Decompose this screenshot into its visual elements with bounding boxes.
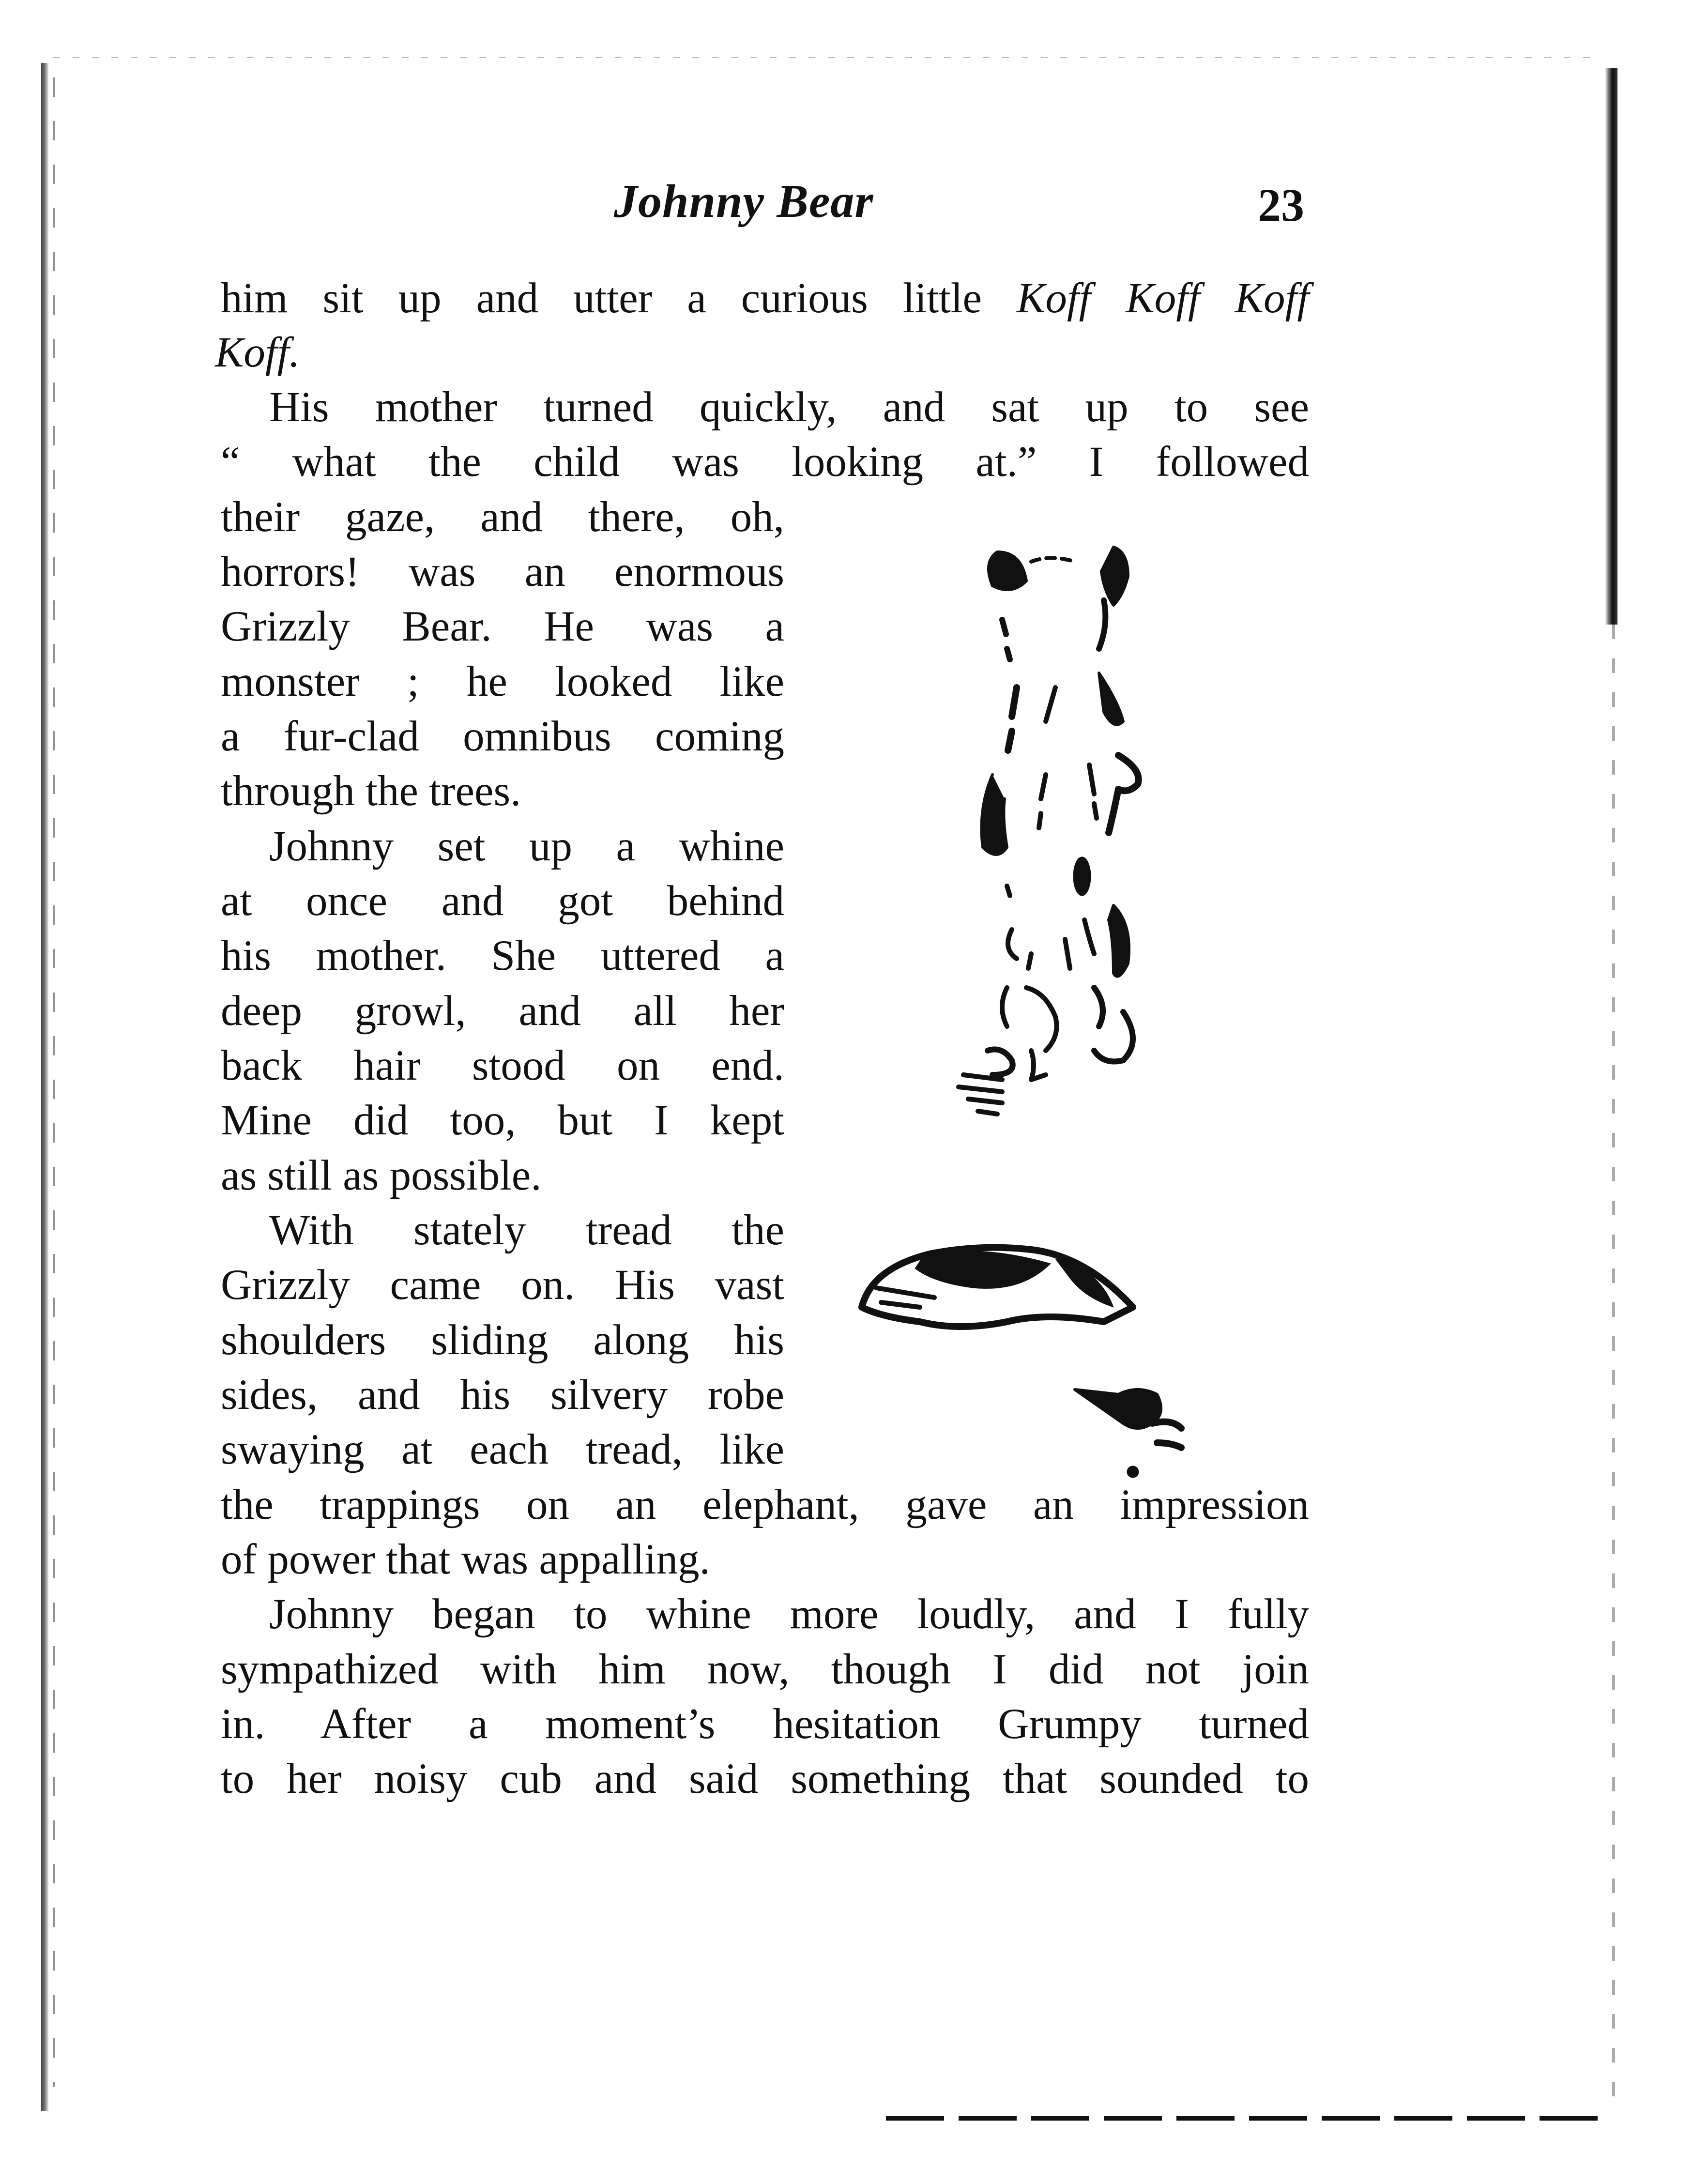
page-number: 23 xyxy=(1258,179,1304,231)
text-line: through the trees. xyxy=(221,767,521,815)
text-line: sympathized with him now, though I did not join xyxy=(221,1646,1309,1693)
text-line: his mother. She uttered a xyxy=(221,932,784,979)
text-line: Mine did too, but I kept xyxy=(221,1097,784,1144)
text-line: sides, and his silvery robe xyxy=(221,1371,784,1419)
text-line: “ what the child was looking at.” I followed xyxy=(221,438,1309,486)
text-line: back hair stood on end. xyxy=(221,1042,784,1089)
bear-sketch-illustration xyxy=(804,504,1307,1482)
text-line: of power that was appalling. xyxy=(221,1536,710,1583)
text-line: With stately tread the xyxy=(269,1207,784,1254)
text-line: Grizzly Bear. He was a xyxy=(221,603,784,650)
text-line: swaying at each tread, like xyxy=(221,1426,784,1473)
text-line: their gaze, and there, oh, xyxy=(221,493,784,541)
text-line: as still as possible. xyxy=(221,1152,542,1199)
scan-edge-top xyxy=(53,57,1602,58)
scan-edge-right xyxy=(1605,68,1617,625)
scan-edge-left-speckle xyxy=(53,77,55,2087)
text-line xyxy=(221,271,1309,325)
text-line: to her noisy cub and said something that sounded to xyxy=(221,1755,1309,1802)
text-span: him sit up and utter a curious little xyxy=(221,275,1017,322)
text-line: deep growl, and all her xyxy=(221,987,784,1035)
text-line: monster ; he looked like xyxy=(221,658,784,705)
scan-edge-right-speckle xyxy=(1612,625,1615,2101)
text-line: Johnny set up a whine xyxy=(269,823,784,870)
text-line: Grizzly came on. His vast xyxy=(221,1261,784,1309)
text-line: a fur-clad omnibus coming xyxy=(221,713,784,760)
scan-edge-bottom xyxy=(886,2116,1602,2121)
text-line: Koff. xyxy=(215,329,300,376)
text-line: horrors! was an enormous xyxy=(221,548,784,596)
text-line: His mother turned quickly, and sat up to see xyxy=(269,383,1309,431)
text-line: in. After a moment’s hesitation Grumpy turned xyxy=(221,1700,1309,1748)
running-header-title: Johnny Bear xyxy=(614,175,874,228)
scan-edge-left xyxy=(41,63,49,2111)
text-line: the trappings on an elephant, gave an impression xyxy=(221,1481,1309,1528)
text-line: at once and got behind xyxy=(221,877,784,925)
text-line: Johnny began to whine more loudly, and I fully xyxy=(269,1590,1309,1638)
italic-text-span: Koff Koff Koff xyxy=(1016,275,1309,322)
text-line: shoulders sliding along his xyxy=(221,1316,784,1364)
